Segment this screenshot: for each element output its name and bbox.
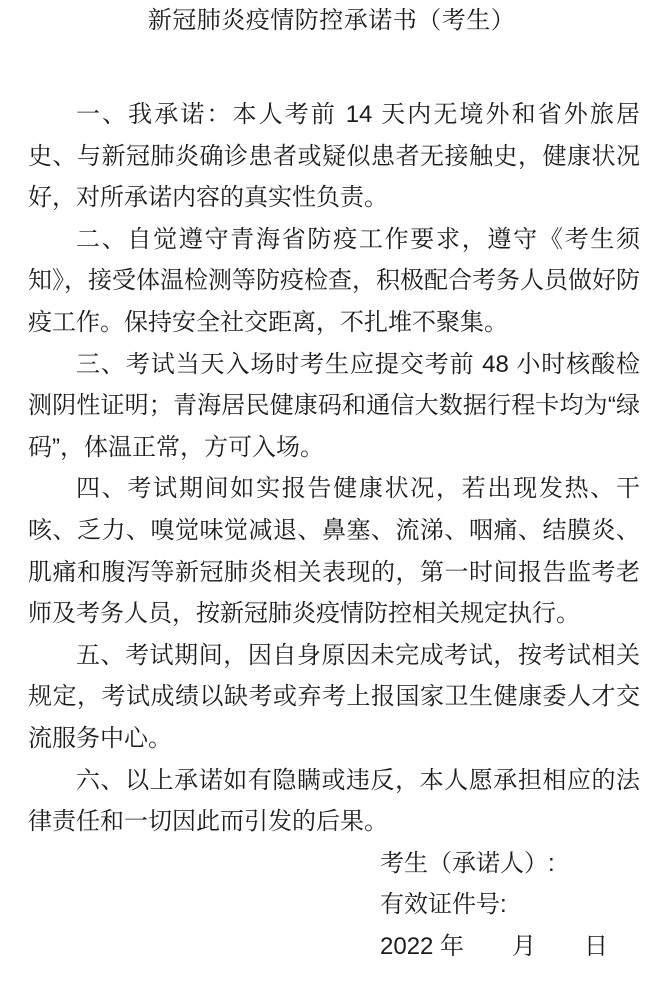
paragraph-2-compliance: 二、自觉遵守青海省防疫工作要求，遵守《考生须知》，接受体温检测等防疫检查，积极配合考务人员做好防疫工作。保持安全社交距离，不扎堆不聚集。 <box>28 225 640 336</box>
signature-date-line: 2022 年 月 日 <box>380 932 609 960</box>
paragraph-6-legal-responsibility: 六、以上承诺如有隐瞒或违反，本人愿承担相应的法律责任和一切因此而引发的后果。 <box>28 766 640 836</box>
paragraph-5-incomplete-exam: 五、考试期间，因自身原因未完成考试，按考试相关规定，考试成绩以缺考或弃考上报国家卫生健康委人才交流服务中心。 <box>28 641 640 752</box>
signature-block <box>28 843 640 968</box>
paragraph-4-health-reporting: 四、考试期间如实报告健康状况，若出现发热、干咳、乏力、嗅觉味觉减退、鼻塞、流涕、咽痛、结膜炎、肌痛和腹泻等新冠肺炎相关表现的，第一时间报告监考老师及考务人员，按新冠肺炎疫情防控相关规定执行。 <box>28 475 640 628</box>
paragraph-1-promise: 一、我承诺：本人考前 14 天内无境外和省外旅居史、与新冠肺炎确诊患者或疑似患者无接触史，健康状况好，对所承诺内容的真实性负责。 <box>28 101 640 212</box>
document-title: 新冠肺炎疫情防控承诺书（考生） <box>147 7 516 34</box>
signature-id-label: 有效证件号: <box>380 891 507 919</box>
document-body <box>28 94 640 967</box>
signature-signer-label: 考生（承诺人）: <box>380 849 555 877</box>
paragraph-3-entry-requirements: 三、考试当天入场时考生应提交考前 48 小时核酸检测阴性证明；青海居民健康码和通信大数据行程卡均为“绿码”，体温正常，方可入场。 <box>28 350 640 461</box>
